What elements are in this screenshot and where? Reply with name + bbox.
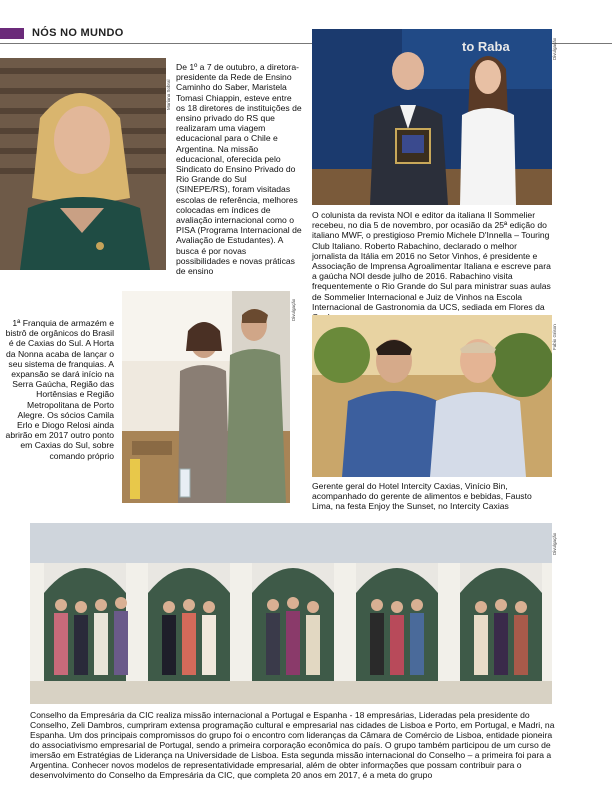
photo-credit-story2: Divulgação <box>552 37 557 60</box>
svg-text:to Raba: to Raba <box>462 39 510 54</box>
story3-text: 1ª Franquia de armazém e bistrô de orgânicos do Brasil é de Caxias do Sul. A Horta da Nonna acaba de lançar o seu sistema de franquias. A expansão se dará início na Serra Gaúcha, Região das Hortênsias e Região Metropolitana de Porto Alegre. Os sócios Camila Erlo e Diogo Relosi ainda abrirão em 2017 outro ponto em Caxias do Sul, sobre comando próprio <box>5 318 114 461</box>
photo-credit-story3: Divulgação <box>291 298 296 321</box>
award-ceremony-photo <box>312 29 552 205</box>
story2-text: O colunista da revista NOI e editor da italiana Il Sommelier recebeu, no dia 5 de novembro, por ocasião da 25ª edição do italiano MWF, o prestigioso Premio Michele D'Innella – Touring Club Italiano. Roberto Rabachino, declarado o melhor jornalista da Itália em 2016 no Setor Vinhos, é presidente e Associação de Imprensa Agroalimentar Italiana e escreve para a gaúcha NOI desde julho de 2016. Rabachino visita frequentemente o Rio Grande do Sul para ministrar suas aulas de Sommelier Internacional e Juiz de Vinhos na Escola Internacional de Gastronomia da UCS, sediada em Flores da <box>312 210 551 312</box>
photo-credit-story1: Mariana Sobral <box>166 79 171 110</box>
story5-text: Conselho da Empresária da CIC realiza missão internacional a Portugal e Espanha - 18 empresárias, Lideradas pela presidente do Conselho, Zeli Dambros, cumpriram extensa programação cultural e empresarial nas cidades de Lisboa e Porto, em Portugal, e Madri, na Espanha. Um dos principais compromissos do grupo foi o encontro com lideranças da Câmara de Comércio de Lisboa, entidade pioneira do associativismo empresarial de Portugal, sendo a primeira corporação econômica do país. O grupo também participou de um curso de imersão em Estratégias de Liderança na Universidade de Lisboa. Esta segunda missão internacional do Conselho – a primeira foi para a Argentina. Conhecer novos modelos de representatividade empresarial, além de obter informações que possam contribuir para o desenvolvimento do Conselho da Empresária da CIC, que completa 20 anos em 2017, é a meta do grupo <box>30 710 555 780</box>
story1-text: De 1º a 7 de outubro, a diretora-presidente da Rede de Ensino Caminho do Saber, Maristela Tomasi Chiappin, esteve entre os 18 diretores de instituições de ensino privado do RS que realizaram uma viagem educacional para o Chile e Argentina. Na missão educacional, oferecida pelo Sindicato do Ensino Privado do Rio Grande do Sul (SINEPE/RS), foram visitadas escolas de referência, melhores colocadas em índices de avaliação internacional como o PISA (Programa Internacional de Avaliação de Estudantes). A busca é por novas possibilidades e novas práticas de ensino <box>176 62 302 277</box>
intercity-managers-photo <box>312 315 552 477</box>
story4-text: Gerente geral do Hotel Intercity Caxias, Vinício Bin, acompanhado do gerente de alimentos e bebidas, Fausto Lima, na festa Enjoy the Sunset, no Intercity Caxias <box>312 481 532 512</box>
photo-credit-story5: Divulgação <box>552 532 557 555</box>
section-accent-bar <box>0 28 24 39</box>
section-title: NÓS NO MUNDO <box>32 27 124 39</box>
cic-group-photo <box>30 523 552 704</box>
photo-credit-story4: Fabio Grison <box>552 324 557 350</box>
portrait-photo-maristela <box>0 58 166 270</box>
horta-da-nonna-photo <box>122 291 290 503</box>
